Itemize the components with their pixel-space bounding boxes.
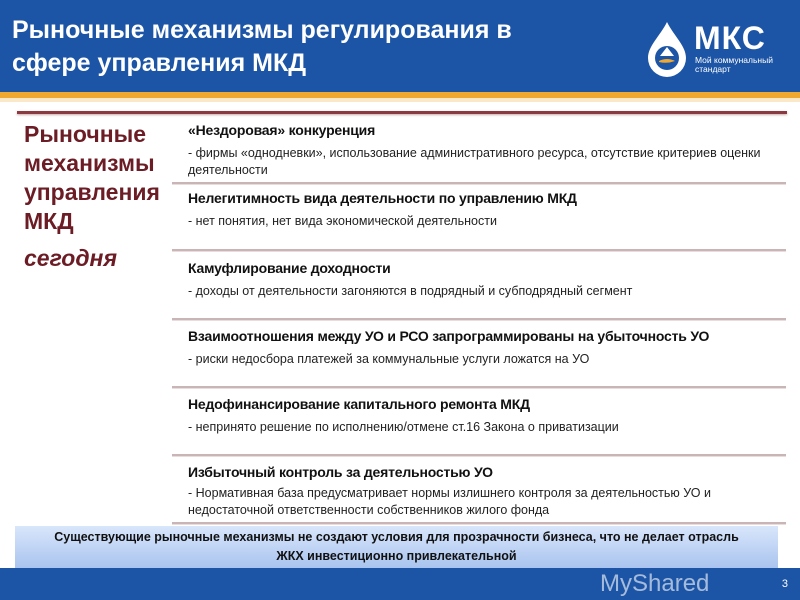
heading-line: управления <box>24 179 160 205</box>
watermark: MyShared <box>600 570 710 597</box>
item-title: Камуфлирование доходности <box>188 260 391 276</box>
heading-line: механизмы <box>24 150 155 176</box>
item-text: - непринято решение по исполнению/отмене ст.16 Закона о приватизации <box>188 420 619 434</box>
water-drop-icon <box>644 20 690 78</box>
list-item <box>188 122 792 179</box>
title-line-1: Рыночные механизмы регулирования в <box>12 16 512 44</box>
list-item <box>188 260 792 300</box>
section-heading <box>24 120 160 273</box>
title-line-2: сфере управления МКД <box>12 49 307 77</box>
item-divider <box>172 318 786 321</box>
item-title: Избыточный контроль за деятельностью УО <box>188 464 493 480</box>
list-item <box>188 328 792 368</box>
heading-today: сегодня <box>24 245 117 271</box>
slide-title <box>12 14 512 80</box>
item-text: - Нормативная база предусматривает нормы излишнего контроля за деятельностью УО и недостаточной ответственности собственников жилого фонда <box>188 486 711 517</box>
slide-header <box>0 0 800 92</box>
item-title: «Нездоровая» конкуренция <box>188 122 376 138</box>
list-item <box>188 396 792 436</box>
list-item <box>188 190 792 230</box>
logo-tagline: Мой коммунальный стандарт <box>695 55 773 74</box>
list-item <box>188 464 792 519</box>
divider-line <box>17 111 787 114</box>
item-text: - фирмы «однодневки», использование административного ресурса, отсутствие критериев оценки деятельности <box>188 146 761 177</box>
mks-logo <box>640 18 790 80</box>
item-divider <box>172 249 786 252</box>
heading-line: МКД <box>24 208 74 234</box>
page-number: 3 <box>781 578 788 590</box>
item-divider <box>172 182 786 185</box>
item-text: - нет понятия, нет вида экономической деятельности <box>188 214 497 228</box>
item-text: - риски недосбора платежей за коммунальные услуги ложатся на УО <box>188 352 590 366</box>
summary-box <box>12 526 778 568</box>
item-title: Недофинансирование капитального ремонта МКД <box>188 396 530 412</box>
summary-line-2: ЖКХ инвестиционно привлекательной <box>276 549 517 563</box>
item-divider <box>172 386 786 389</box>
slide-footer <box>0 568 800 600</box>
logo-brand: МКС <box>694 20 766 56</box>
item-title: Взаимоотношения между УО и РСО запрограммированы на убыточность УО <box>188 328 710 344</box>
item-divider <box>172 522 786 525</box>
summary-line-1: Существующие рыночные механизмы не создают условия для прозрачности бизнеса, что не делает отрасль <box>54 530 739 544</box>
item-title: Нелегитимность вида деятельности по управлению МКД <box>188 190 577 206</box>
item-divider <box>172 454 786 457</box>
heading-line: Рыночные <box>24 121 147 147</box>
accent-stripe-light <box>0 98 800 102</box>
item-text: - доходы от деятельности загоняются в подрядный и субподрядный сегмент <box>188 284 633 298</box>
